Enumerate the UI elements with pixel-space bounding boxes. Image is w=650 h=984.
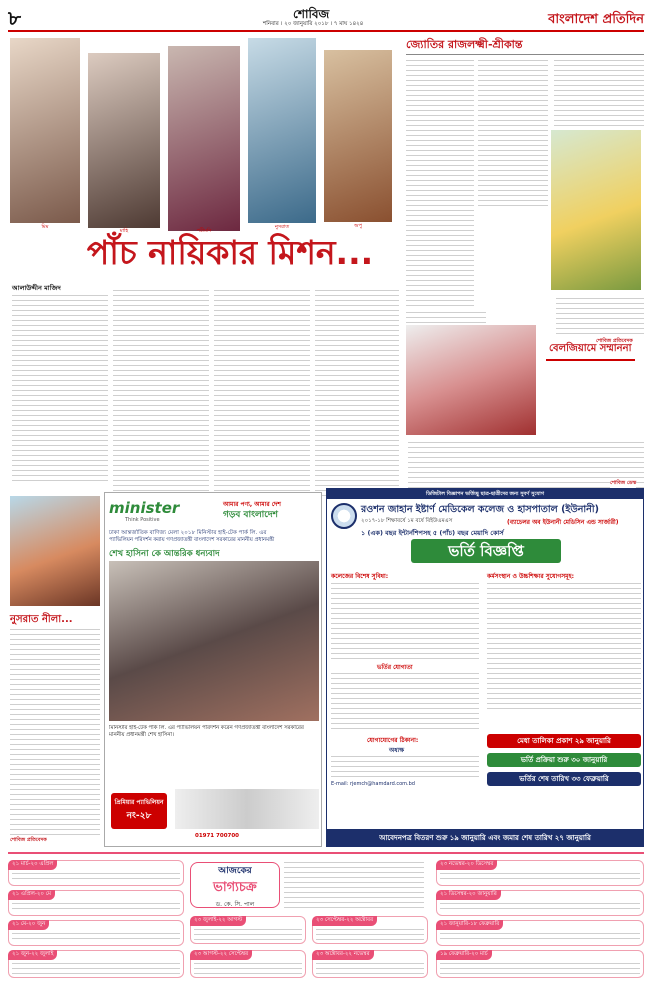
- college-logo: [331, 503, 357, 529]
- principal-label: অধ্যক্ষ: [389, 747, 405, 754]
- nila-photo: [10, 496, 100, 606]
- result-date: ২৯ জানুয়ারি: [574, 737, 611, 745]
- page-date: শনিবার । ২০ জানুয়ারি ২০১৮ । ৭ মাঘ ১৪২৪: [263, 21, 364, 27]
- minister-logo: minister: [109, 499, 180, 517]
- college-name: রওশন জাহান ইষ্টার্ণ মেডিকেল কলেজ ও হাসপাতাল (ইউনানী): [361, 504, 599, 515]
- admission-banner: ভর্তি বিজ্ঞপ্তি: [411, 539, 561, 563]
- photo-caption: নুসরাত: [274, 224, 290, 230]
- college-footer: আবেদনপত্র বিতরণ শুরু ১৯ জানুয়ারি এবং জমার শেষ তারিখ ২৭ জানুয়ারি: [327, 829, 643, 847]
- zodiac-card: [8, 860, 184, 886]
- minister-line: ঢাকা আন্তর্জাতিক বাণিজ্য মেলা ২০১৮ মিনিস্টার হাই-টেক পার্ক লি. এর: [109, 530, 267, 536]
- minister-product-strip: [175, 789, 319, 829]
- main-story-column: [315, 288, 399, 498]
- main-byline: আলাউদ্দীন মাজিদ: [12, 284, 61, 292]
- left-story-text: [10, 627, 100, 835]
- minister-line: প্যাভিলিয়ন পরিদর্শন করায় গণপ্রজাতন্ত্রী বাংলাদেশ সরকারের মাননীয় প্রধানমন্ত্রী: [109, 537, 275, 543]
- minister-photo: [109, 561, 319, 721]
- result-date: ৩৩ ফেব্রুয়ারি: [571, 775, 609, 783]
- side-story-title: বেলজিয়ামে সম্মাননা: [546, 340, 635, 361]
- section-title: শোবিজ: [293, 7, 330, 21]
- minister-slogan-top: আমার পণ্য, আমার দেশ: [223, 501, 281, 508]
- minister-tagline: Think Positive: [125, 517, 160, 523]
- side-story-byline: শোবিজ প্রতিবেদক: [596, 338, 633, 344]
- result-label: মেধা তালিকা প্রকাশ: [517, 737, 573, 745]
- paper-name: বাংলাদেশ প্রতিদিন: [548, 12, 644, 27]
- photo-caption: মিম: [41, 224, 49, 230]
- horoscope-intro: [284, 860, 424, 910]
- photo-caption: পরীমনি: [196, 228, 212, 234]
- minister-phone: 01971 700700: [195, 833, 240, 839]
- zodiac-range: ২৩ অক্টোবর-২২ নভেম্বর: [312, 950, 374, 960]
- result-label: ভর্তি প্রক্রিয়া শুরু: [520, 756, 569, 764]
- horoscope-title2: ভাগ্যচক্র: [213, 880, 257, 895]
- left-story-byline: শোবিজ প্রতিবেদক: [10, 837, 47, 843]
- side-story-text: [478, 58, 548, 208]
- eligibility-text: [331, 671, 479, 731]
- college-ad: [326, 488, 644, 847]
- zodiac-card: [436, 920, 644, 946]
- college-course: ১ (এক) বছর ইন্টার্নশিপসহ ৫ (পাঁচ) বছর মেয়াদি কোর্স: [361, 529, 504, 537]
- zodiac-range: ২৩ নভেম্বর-২০ ডিসেম্বর: [436, 860, 497, 870]
- zodiac-range: ২১ জুন-২২ জুলাই: [8, 950, 57, 960]
- eligibility-title: ভর্তির যোগ্যতা: [377, 664, 413, 671]
- college-features2-title: কর্মসংস্থান ও উচ্চশিক্ষার সুযোগসমূহ:: [487, 573, 575, 580]
- minister-slogan-bottom: গড়ব বাংলাদেশ: [223, 510, 278, 520]
- college-features-title: কলেজের বিশেষ সুবিধা:: [331, 573, 389, 580]
- horoscope-title-box: [190, 862, 280, 908]
- pavilion-number: নং-২৮: [126, 811, 152, 821]
- side-story-text: [554, 58, 644, 128]
- college-email: E-mail: rjemch@hamdard.com.bd: [331, 781, 415, 787]
- minister-line: শেখ হাসিনা কে আন্তরিক ধন্যবাদ: [109, 549, 220, 559]
- actress-photo: [168, 46, 240, 231]
- zodiac-range: ২৩ আগস্ট-২২ সেপ্টেম্বর: [190, 950, 252, 960]
- actress-photo: [324, 50, 392, 222]
- result-row: [487, 753, 641, 767]
- zodiac-range: ২১ এপ্রিল-২০ মে: [8, 890, 55, 900]
- zodiac-card: [312, 916, 428, 944]
- main-story-column: [214, 288, 310, 498]
- zodiac-card: [8, 920, 184, 946]
- horoscope-title1: আজকের: [218, 866, 252, 876]
- left-story: [10, 492, 100, 847]
- side-story-text: [406, 58, 474, 308]
- zodiac-card: [436, 860, 644, 886]
- result-row: [487, 734, 641, 748]
- side-story-byline: শোবিজ ডেস্ক: [610, 480, 637, 486]
- pavilion-label: প্রিমিয়ার প্যাভিলিয়ন: [114, 799, 164, 806]
- address-title: যোগাযোগের ঠিকানা:: [367, 737, 419, 744]
- zodiac-card: [436, 950, 644, 978]
- page-number: ৮: [8, 6, 21, 30]
- zodiac-range: ২৩ জুলাই-২২ আগস্ট: [190, 916, 246, 926]
- minister-ad: [104, 492, 322, 847]
- actress-photo-row: [10, 38, 392, 234]
- page-header: [8, 6, 644, 32]
- result-date: ৩০ জানুয়ারি: [571, 756, 608, 764]
- zodiac-range: ২১ ডিসেম্বর-২০ জানুয়ারি: [436, 890, 501, 900]
- minister-caption: মিনিস্টার হাই-টেক পার্ক লি. এর প্যাভিলিয়ন পরিদর্শন করেন গণপ্রজাতন্ত্রী বাংলাদেশ সরকারের মাননীয় প্রধানমন্ত্রী শেখ হাসিনা।: [109, 725, 304, 739]
- side-story-jyoti: [406, 38, 644, 344]
- left-story-title: নুসরাত নীলা...: [10, 614, 73, 625]
- zodiac-card: [190, 950, 306, 978]
- pavilion-badge: [111, 793, 167, 829]
- zodiac-card: [8, 950, 184, 978]
- main-story-column: [12, 293, 108, 483]
- zodiac-card: [8, 890, 184, 916]
- side-story-belgium: [406, 310, 644, 488]
- actress-photo: [10, 38, 80, 223]
- zodiac-card: [190, 916, 306, 944]
- address-text: [331, 754, 479, 778]
- zodiac-range: ২১ মে-২০ জুন: [8, 920, 49, 930]
- zodiac-range: ২১ মার্চ-২০ এপ্রিল: [8, 860, 57, 870]
- zodiac-card: [312, 950, 428, 978]
- college-subtitle: (ব্যাচেলর অব ইউনানী মেডিসিন এন্ড সার্জারী): [507, 519, 619, 526]
- college-notice: ডিজিটাল বিজ্ঞাপন ভর্তিচ্ছু ছাত্র-ছাত্রীদের জন্য সুবর্ণ সুযোগ: [327, 489, 643, 499]
- zodiac-range: ১৯ ফেব্রুয়ারি-২০ মার্চ: [436, 950, 492, 960]
- belgium-photo: [406, 325, 536, 435]
- horoscope-section: [8, 852, 644, 980]
- college-features2-list: [487, 581, 641, 711]
- photo-caption: অপু: [354, 223, 362, 229]
- jyoti-photo: [551, 130, 641, 290]
- result-row: [487, 772, 641, 786]
- college-session: ২০১৭-১৮ শিক্ষাবর্ষে ১ম বর্ষে বিইউএমএস: [361, 518, 453, 524]
- result-label: ভর্তির শেষ তারিখ: [519, 775, 569, 783]
- main-headline: পাঁচ নায়িকার মিশন...: [86, 233, 374, 272]
- college-features-list: [331, 581, 479, 659]
- side-story-title: জ্যোতির রাজলক্ষ্মী-শ্রীকান্ত: [406, 38, 644, 55]
- astrologer-name: ড. কে. সি. পাল: [215, 901, 255, 908]
- zodiac-range: ২৩ সেপ্টেম্বর-২২ অক্টোবর: [312, 916, 377, 926]
- main-story-column: [113, 288, 209, 498]
- zodiac-range: ২১ জানুয়ারি-১৮ ফেব্রুয়ারি: [436, 920, 503, 930]
- actress-photo: [248, 38, 316, 223]
- photo-caption: মাহি: [119, 228, 129, 234]
- side-story-text: [408, 440, 644, 488]
- actress-photo: [88, 53, 160, 228]
- zodiac-card: [436, 890, 644, 916]
